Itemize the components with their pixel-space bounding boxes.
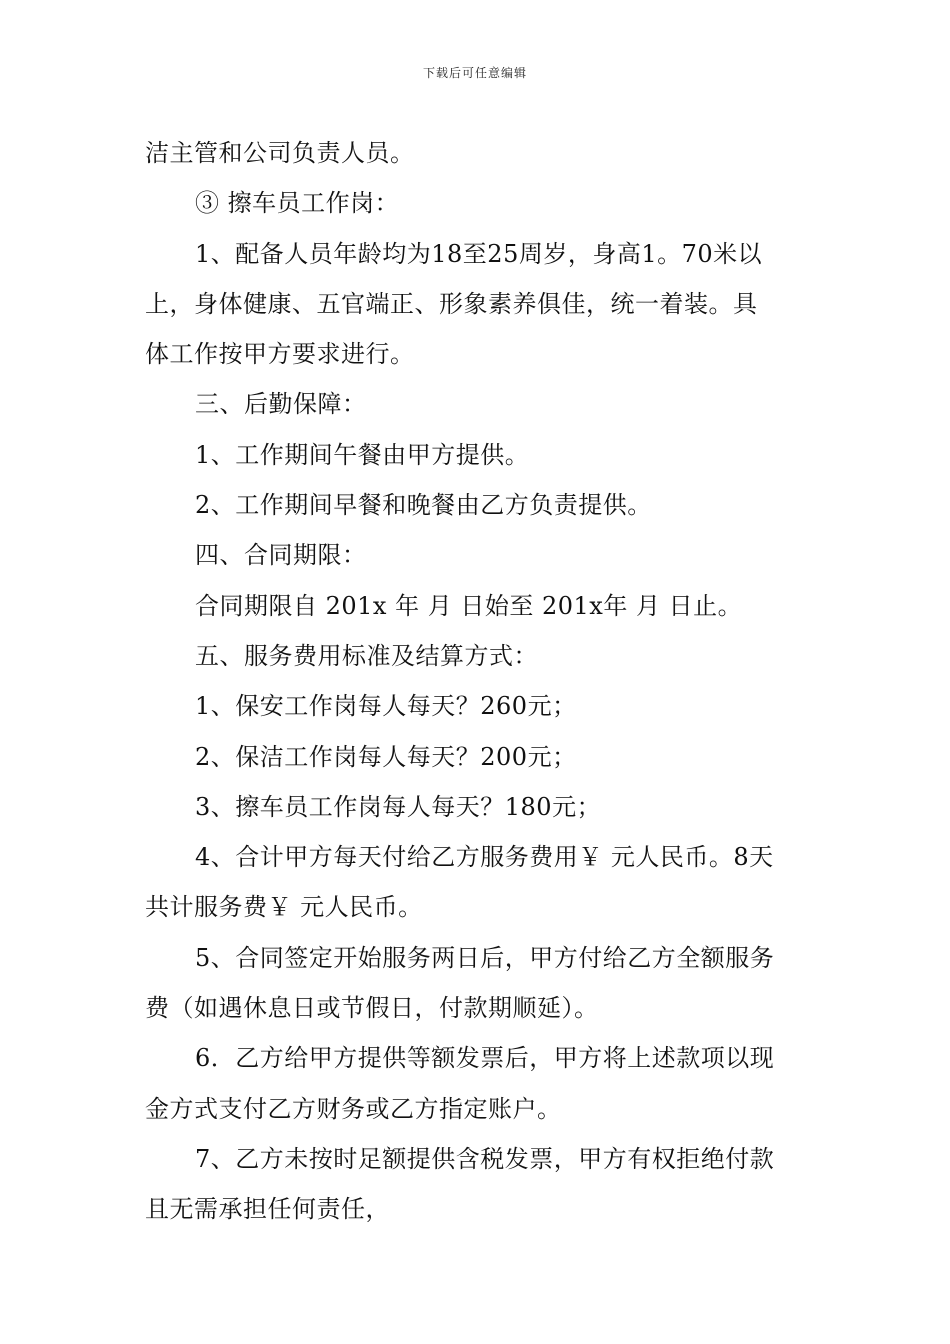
- text-line: 三、后勤保障：: [195, 390, 367, 419]
- text-line: 1、工作期间午餐由甲方提供。: [195, 440, 530, 469]
- text-line: 金方式支付乙方财务或乙方指定账户。: [145, 1094, 562, 1123]
- text-line: 6．乙方给甲方提供等额发票后，甲方将上述款项以现: [195, 1044, 775, 1073]
- text-line: 上，身体健康、五官端正、形象素养俱佳，统一着装。具: [145, 289, 758, 318]
- text-line: 2、保洁工作岗每人每天？200元；: [195, 742, 577, 771]
- text-line: 7、乙方未按时足额提供含税发票，甲方有权拒绝付款: [195, 1144, 775, 1173]
- text-line: 体工作按甲方要求进行。: [145, 340, 415, 369]
- page-header: 下载后可任意编辑: [422, 66, 527, 80]
- text-line: 且无需承担任何责任，: [145, 1195, 390, 1224]
- document-body: [145, 128, 810, 1235]
- text-line: 四、合同期限：: [195, 541, 367, 570]
- text-line: 1、保安工作岗每人每天？260元；: [195, 692, 577, 721]
- text-line: 1、配备人员年龄均为18至25周岁，身高1。70米以: [195, 239, 763, 268]
- text-line: 3、擦车员工作岗每人每天？180元；: [195, 792, 602, 821]
- text-line: 共计服务费￥ 元人民币。: [145, 893, 423, 922]
- text-line: 2、工作期间早餐和晚餐由乙方负责提供。: [195, 491, 652, 520]
- text-line: 费（如遇休息日或节假日，付款期顺延）。: [145, 994, 599, 1023]
- text-line: 4、合计甲方每天付给乙方服务费用￥ 元人民币。8天: [195, 843, 774, 872]
- text-line: 5、合同签定开始服务两日后，甲方付给乙方全额服务: [195, 943, 775, 972]
- text-line: 五、服务费用标准及结算方式：: [195, 641, 538, 670]
- text-line: 合同期限自 201x 年 月 日始至 201x年 月 日止。: [195, 591, 743, 620]
- text-line: 洁主管和公司负责人员。: [145, 139, 415, 167]
- text-line: ③ 擦车员工作岗：: [195, 189, 400, 218]
